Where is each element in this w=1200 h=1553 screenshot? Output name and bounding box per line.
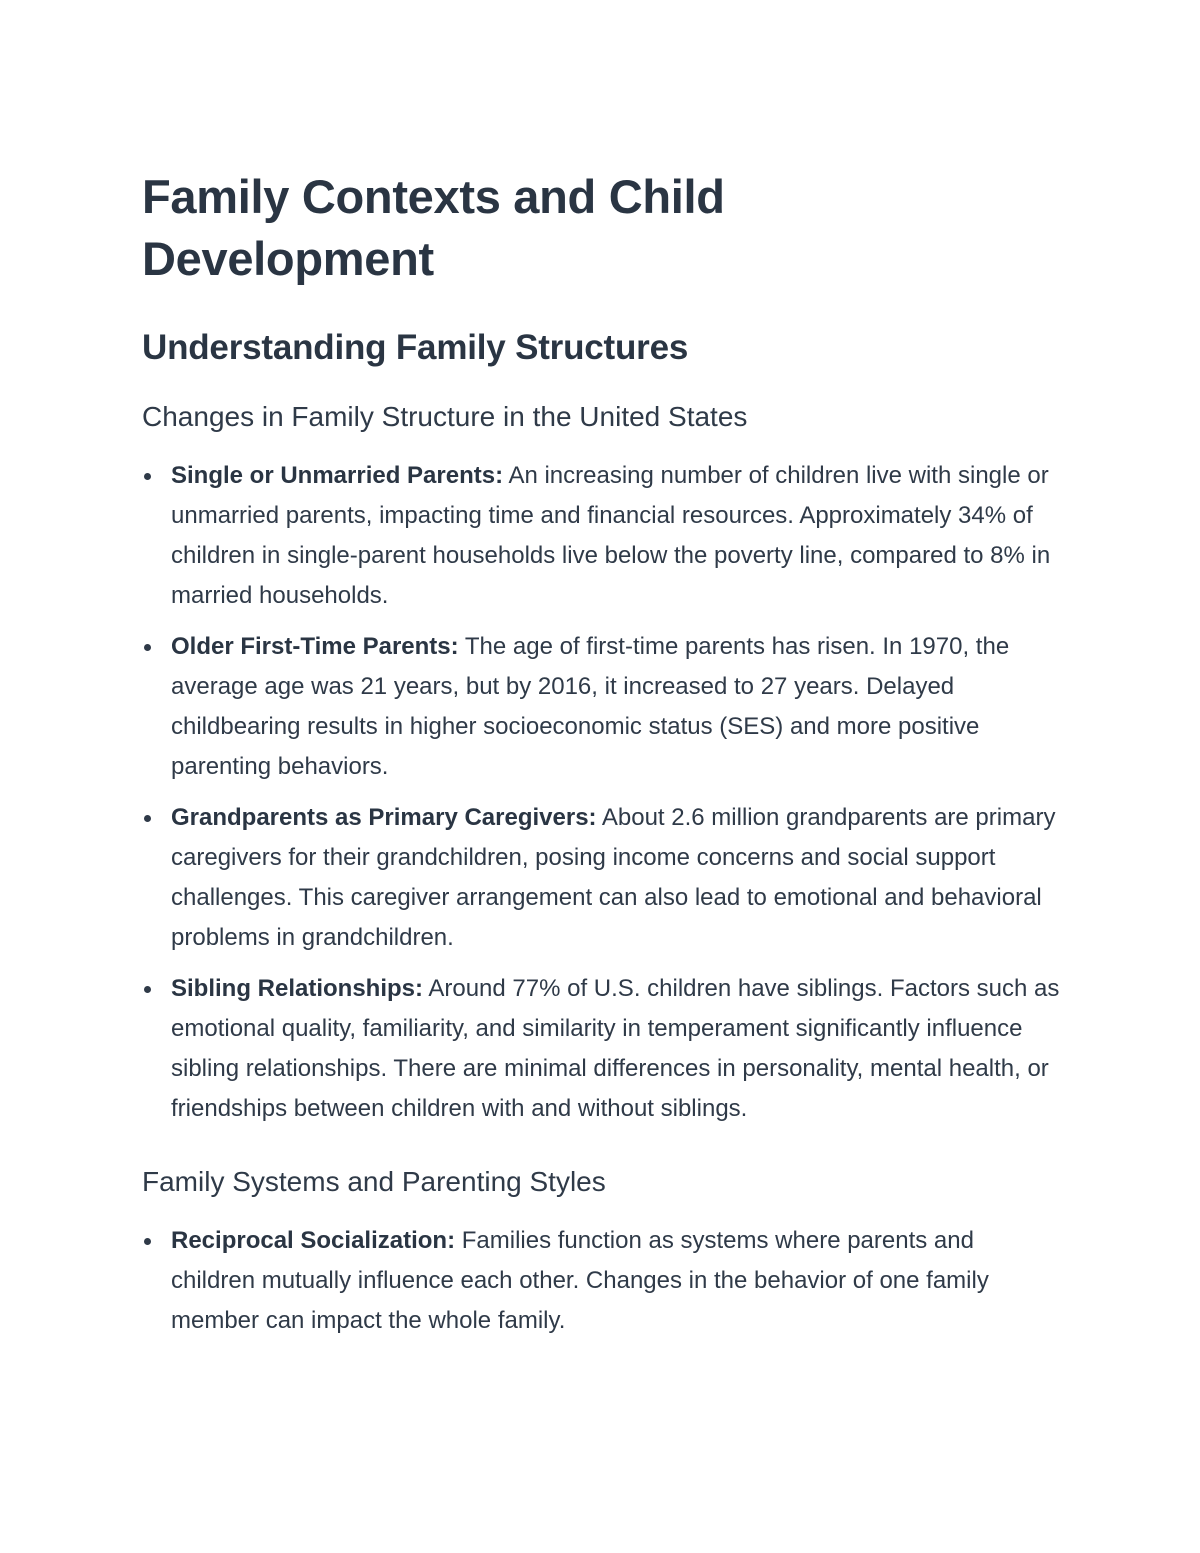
list-item-text: Around 77% of U.S. children have siblings. Factors such as emotional quality, familiarity, and similarity in temperament significantly influence sibling relationships. There are minimal differences in personality, mental health, or friendships between children with and without siblings. <box>171 975 1060 1122</box>
list-item-text: About 2.6 million grandparents are primary caregivers for their grandchildren, posing income concerns and social support challenges. This caregiver arrangement can also lead to emotional and behavioral problems in grandchildren. <box>171 804 1056 951</box>
list-item-term: Older First-Time Parents: <box>171 633 459 660</box>
list-item-text: An increasing number of children live with single or unmarried parents, impacting time and financial resources. Approximately 34% of children in single-parent households live below the poverty line, compared to 8% in married households. <box>171 462 1051 609</box>
bullet-icon <box>144 1238 151 1245</box>
list-item-term: Reciprocal Socialization: <box>171 1227 456 1254</box>
list-item <box>142 969 1060 1129</box>
document-title: Family Contexts and Child Development <box>142 170 725 285</box>
list-item-term: Grandparents as Primary Caregivers: <box>171 804 597 831</box>
list-item-term: Single or Unmarried Parents: <box>171 462 504 489</box>
bullet-list <box>142 456 1060 1129</box>
bullet-icon <box>144 644 151 651</box>
bullet-icon <box>144 473 151 480</box>
list-item <box>142 798 1060 958</box>
bullet-icon <box>144 986 151 993</box>
list-item-term: Sibling Relationships: <box>171 975 424 1002</box>
subsection-heading: Family Systems and Parenting Styles <box>142 1166 606 1197</box>
list-item-text: The age of first-time parents has risen. In 1970, the average age was 21 years, but by 2016, it increased to 27 years. Delayed childbearing results in higher socioeconomic status (SES) and more positive parenting behaviors. <box>171 633 1010 780</box>
list-item-text: Families function as systems where parents and children mutually influence each other. Changes in the behavior of one family member can impact the whole family. <box>171 1227 989 1334</box>
section-title: Understanding Family Structures <box>142 328 689 367</box>
bullet-icon <box>144 815 151 822</box>
subsection-heading: Changes in Family Structure in the United States <box>142 401 748 432</box>
list-item <box>142 1221 1060 1341</box>
list-item <box>142 627 1060 787</box>
bullet-list <box>142 1221 1060 1341</box>
list-item <box>142 456 1060 616</box>
